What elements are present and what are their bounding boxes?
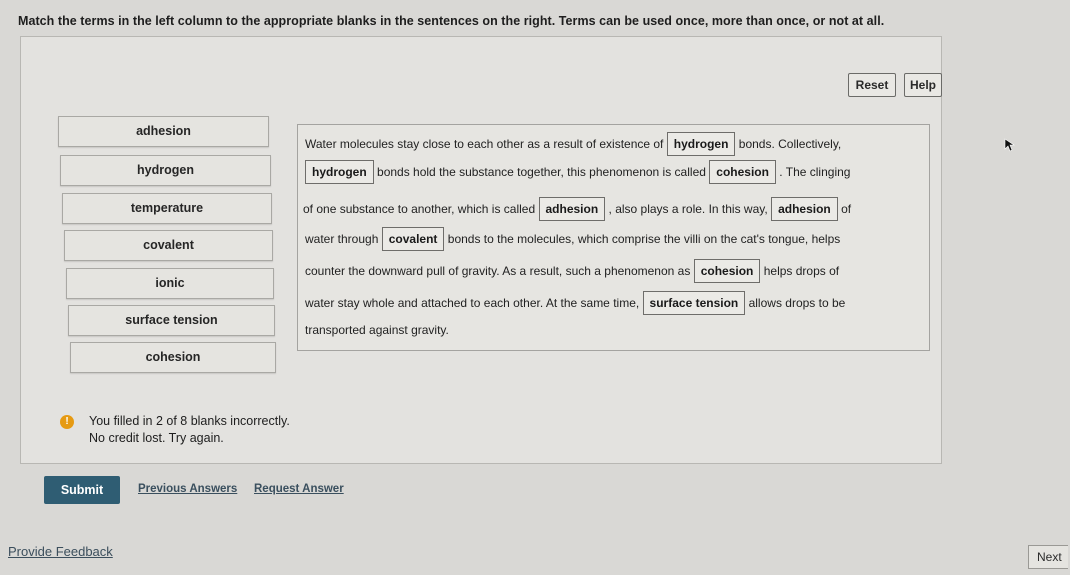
- sentence-text: water stay whole and attached to each other. At the same time,: [305, 296, 640, 310]
- feedback-line-1: You filled in 2 of 8 blanks incorrectly.: [89, 414, 290, 428]
- sentence-line-5: [305, 259, 839, 283]
- sentence-text: allows drops to be: [748, 296, 846, 310]
- sentence-text: bonds. Collectively,: [738, 137, 842, 151]
- sentence-line-1: [305, 132, 841, 156]
- sentence-line-4: [305, 227, 840, 251]
- term-surface-tension[interactable]: surface tension: [68, 305, 275, 336]
- sentence-text: , also plays a role. In this way,: [608, 202, 768, 216]
- request-answer-link[interactable]: Request Answer: [254, 483, 344, 495]
- blank-5[interactable]: adhesion: [771, 197, 838, 221]
- blank-1[interactable]: hydrogen: [667, 132, 736, 156]
- feedback-message: [89, 413, 489, 447]
- blank-7[interactable]: cohesion: [694, 259, 761, 283]
- provide-feedback-link[interactable]: Provide Feedback: [8, 544, 113, 559]
- sentence-text: of: [841, 202, 852, 216]
- next-button[interactable]: Next: [1028, 545, 1068, 569]
- feedback-line-2: No credit lost. Try again.: [89, 431, 224, 445]
- blank-8[interactable]: surface tension: [643, 291, 746, 315]
- term-cohesion[interactable]: cohesion: [70, 342, 276, 373]
- sentence-text: of one substance to another, which is called: [303, 202, 536, 216]
- sentence-text: counter the downward pull of gravity. As a result, such a phenomenon as: [305, 264, 691, 278]
- instructions-text: Match the terms in the left column to the appropriate blanks in the sentences on the right. Terms can be used once, more than once, or not at all.: [18, 14, 885, 28]
- term-ionic[interactable]: ionic: [66, 268, 274, 299]
- mouse-cursor-icon: [1004, 138, 1016, 152]
- sentence-text: transported against gravity.: [305, 323, 449, 337]
- sentence-text: helps drops of: [763, 264, 840, 278]
- sentence-line-2: [305, 160, 850, 184]
- sentence-line-6: [305, 291, 845, 315]
- term-temperature[interactable]: temperature: [62, 193, 272, 224]
- help-button[interactable]: Help: [904, 73, 942, 97]
- sentence-text: bonds hold the substance together, this phenomenon is called: [377, 165, 706, 179]
- blank-2[interactable]: hydrogen: [305, 160, 374, 184]
- submit-button[interactable]: Submit: [44, 476, 120, 504]
- term-hydrogen[interactable]: hydrogen: [60, 155, 271, 186]
- sentence-text: Water molecules stay close to each other as a result of existence of: [305, 137, 664, 151]
- reset-button[interactable]: Reset: [848, 73, 896, 97]
- blank-3[interactable]: cohesion: [709, 160, 776, 184]
- sentence-text: bonds to the molecules, which comprise the villi on the cat's tongue, helps: [447, 232, 841, 246]
- term-adhesion[interactable]: adhesion: [58, 116, 269, 147]
- sentence-line-3: [303, 197, 851, 221]
- blank-4[interactable]: adhesion: [539, 197, 606, 221]
- sentence-line-7: [305, 318, 449, 342]
- term-covalent[interactable]: covalent: [64, 230, 273, 261]
- alert-icon: !: [60, 415, 74, 429]
- previous-answers-link[interactable]: Previous Answers: [138, 483, 238, 495]
- sentence-text: . The clinging: [779, 165, 851, 179]
- sentence-text: water through: [305, 232, 379, 246]
- blank-6[interactable]: covalent: [382, 227, 445, 251]
